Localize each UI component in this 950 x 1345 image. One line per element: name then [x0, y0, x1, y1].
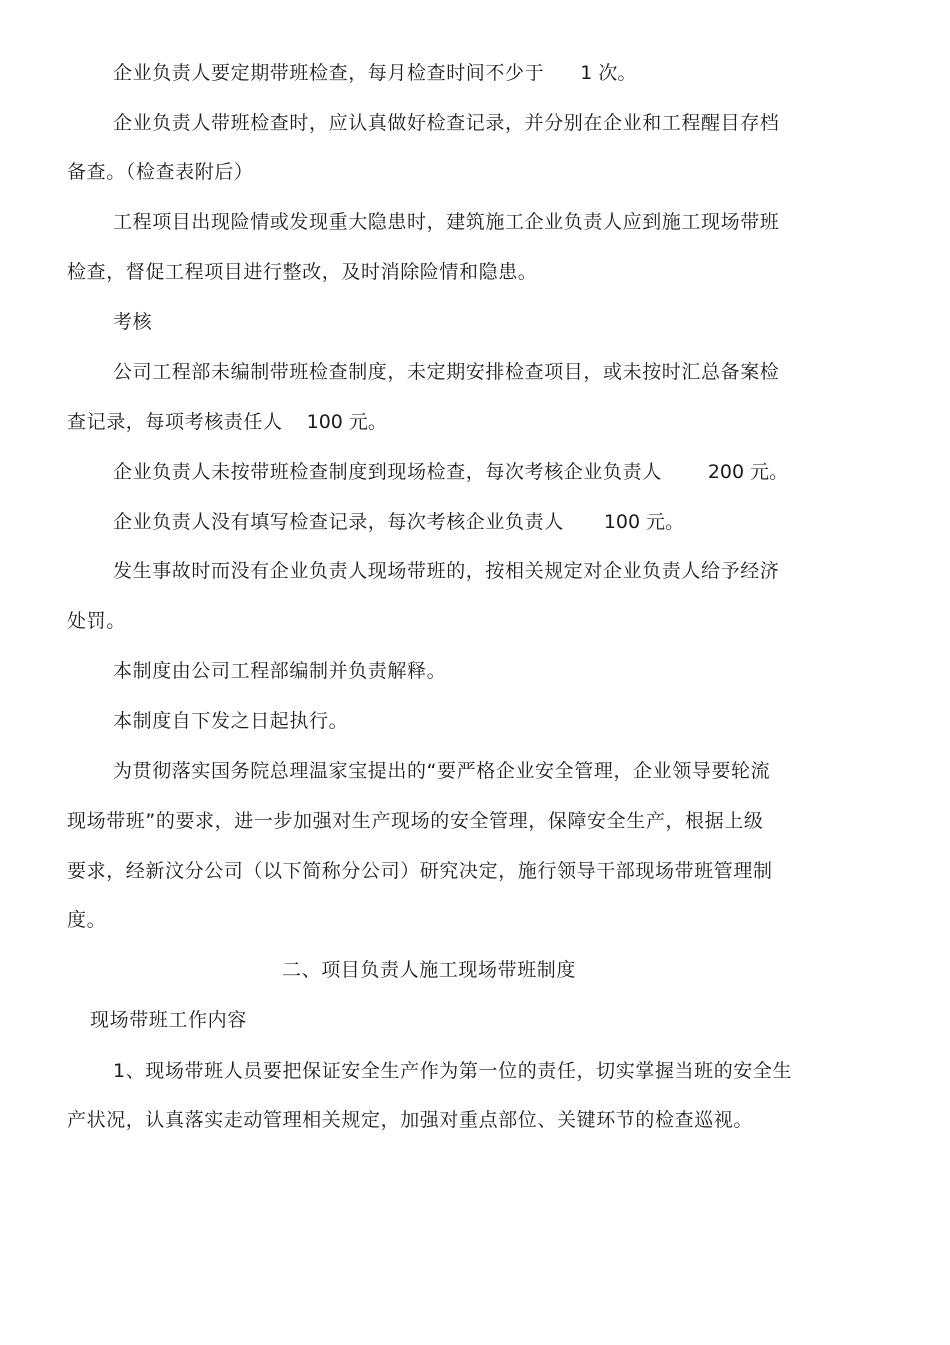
text-run: 企业负责人没有填写检查记录，每次考核企业负责人	[113, 511, 564, 533]
section-heading: 二、项目负责人施工现场带班制度	[282, 959, 577, 981]
paragraph-line: 公司工程部未编制带班检查制度，未定期安排检查项目，或未按时汇总备案检	[113, 361, 780, 383]
paragraph-line: 1、现场带班人员要把保证安全生产作为第一位的责任，切实掌握当班的安全生	[113, 1060, 793, 1082]
paragraph-line: 备查。（检查表附后）	[67, 161, 254, 183]
text-run: 企业负责人未按带班检查制度到现场检查，每次考核企业负责人	[113, 461, 662, 483]
section-label: 考核	[113, 311, 153, 333]
paragraph-line: 本制度由公司工程部编制并负责解释。	[113, 660, 447, 682]
paragraph-line	[67, 409, 387, 435]
number-run: 200 元。	[707, 461, 789, 483]
paragraph-line: 度。	[67, 909, 107, 931]
paragraph-line: 检查，督促工程项目进行整改，及时消除险情和隐患。	[67, 261, 538, 283]
paragraph-line: 本制度自下发之日起执行。	[113, 710, 349, 732]
text-run: 企业负责人要定期带班检查，每月检查时间不少于	[113, 62, 545, 84]
paragraph-line	[113, 459, 788, 485]
paragraph-line: 处罚。	[67, 610, 126, 632]
paragraph-line: 要求，经新汶分公司（以下简称分公司）研究决定，施行领导干部现场带班管理制	[67, 860, 773, 882]
paragraph-line: 为贯彻落实国务院总理温家宝提出的“要严格企业安全管理，企业领导要轮流	[113, 760, 771, 782]
paragraph-line: 发生事故时而没有企业负责人现场带班的，按相关规定对企业负责人给予经济	[113, 560, 780, 582]
paragraph-line: 企业负责人带班检查时，应认真做好检查记录，并分别在企业和工程醒目存档	[113, 112, 780, 134]
paragraph-line: 现场带班”的要求，进一步加强对生产现场的安全管理，保障安全生产，根据上级	[67, 810, 764, 832]
paragraph-line	[113, 509, 684, 535]
paragraph-line: 产状况，认真落实走动管理相关规定，加强对重点部位、关键环节的检查巡视。	[67, 1109, 754, 1131]
text-run: 查记录，每项考核责任人	[67, 411, 283, 433]
paragraph-line	[113, 60, 636, 86]
number-run: 100 元。	[603, 511, 685, 533]
subheading: 现场带班工作内容	[90, 1009, 247, 1031]
paragraph-line: 工程项目出现险情或发现重大隐患时，建筑施工企业负责人应到施工现场带班	[113, 211, 780, 233]
number-run: 1 次。	[580, 62, 637, 84]
number-run: 100 元。	[306, 411, 387, 433]
